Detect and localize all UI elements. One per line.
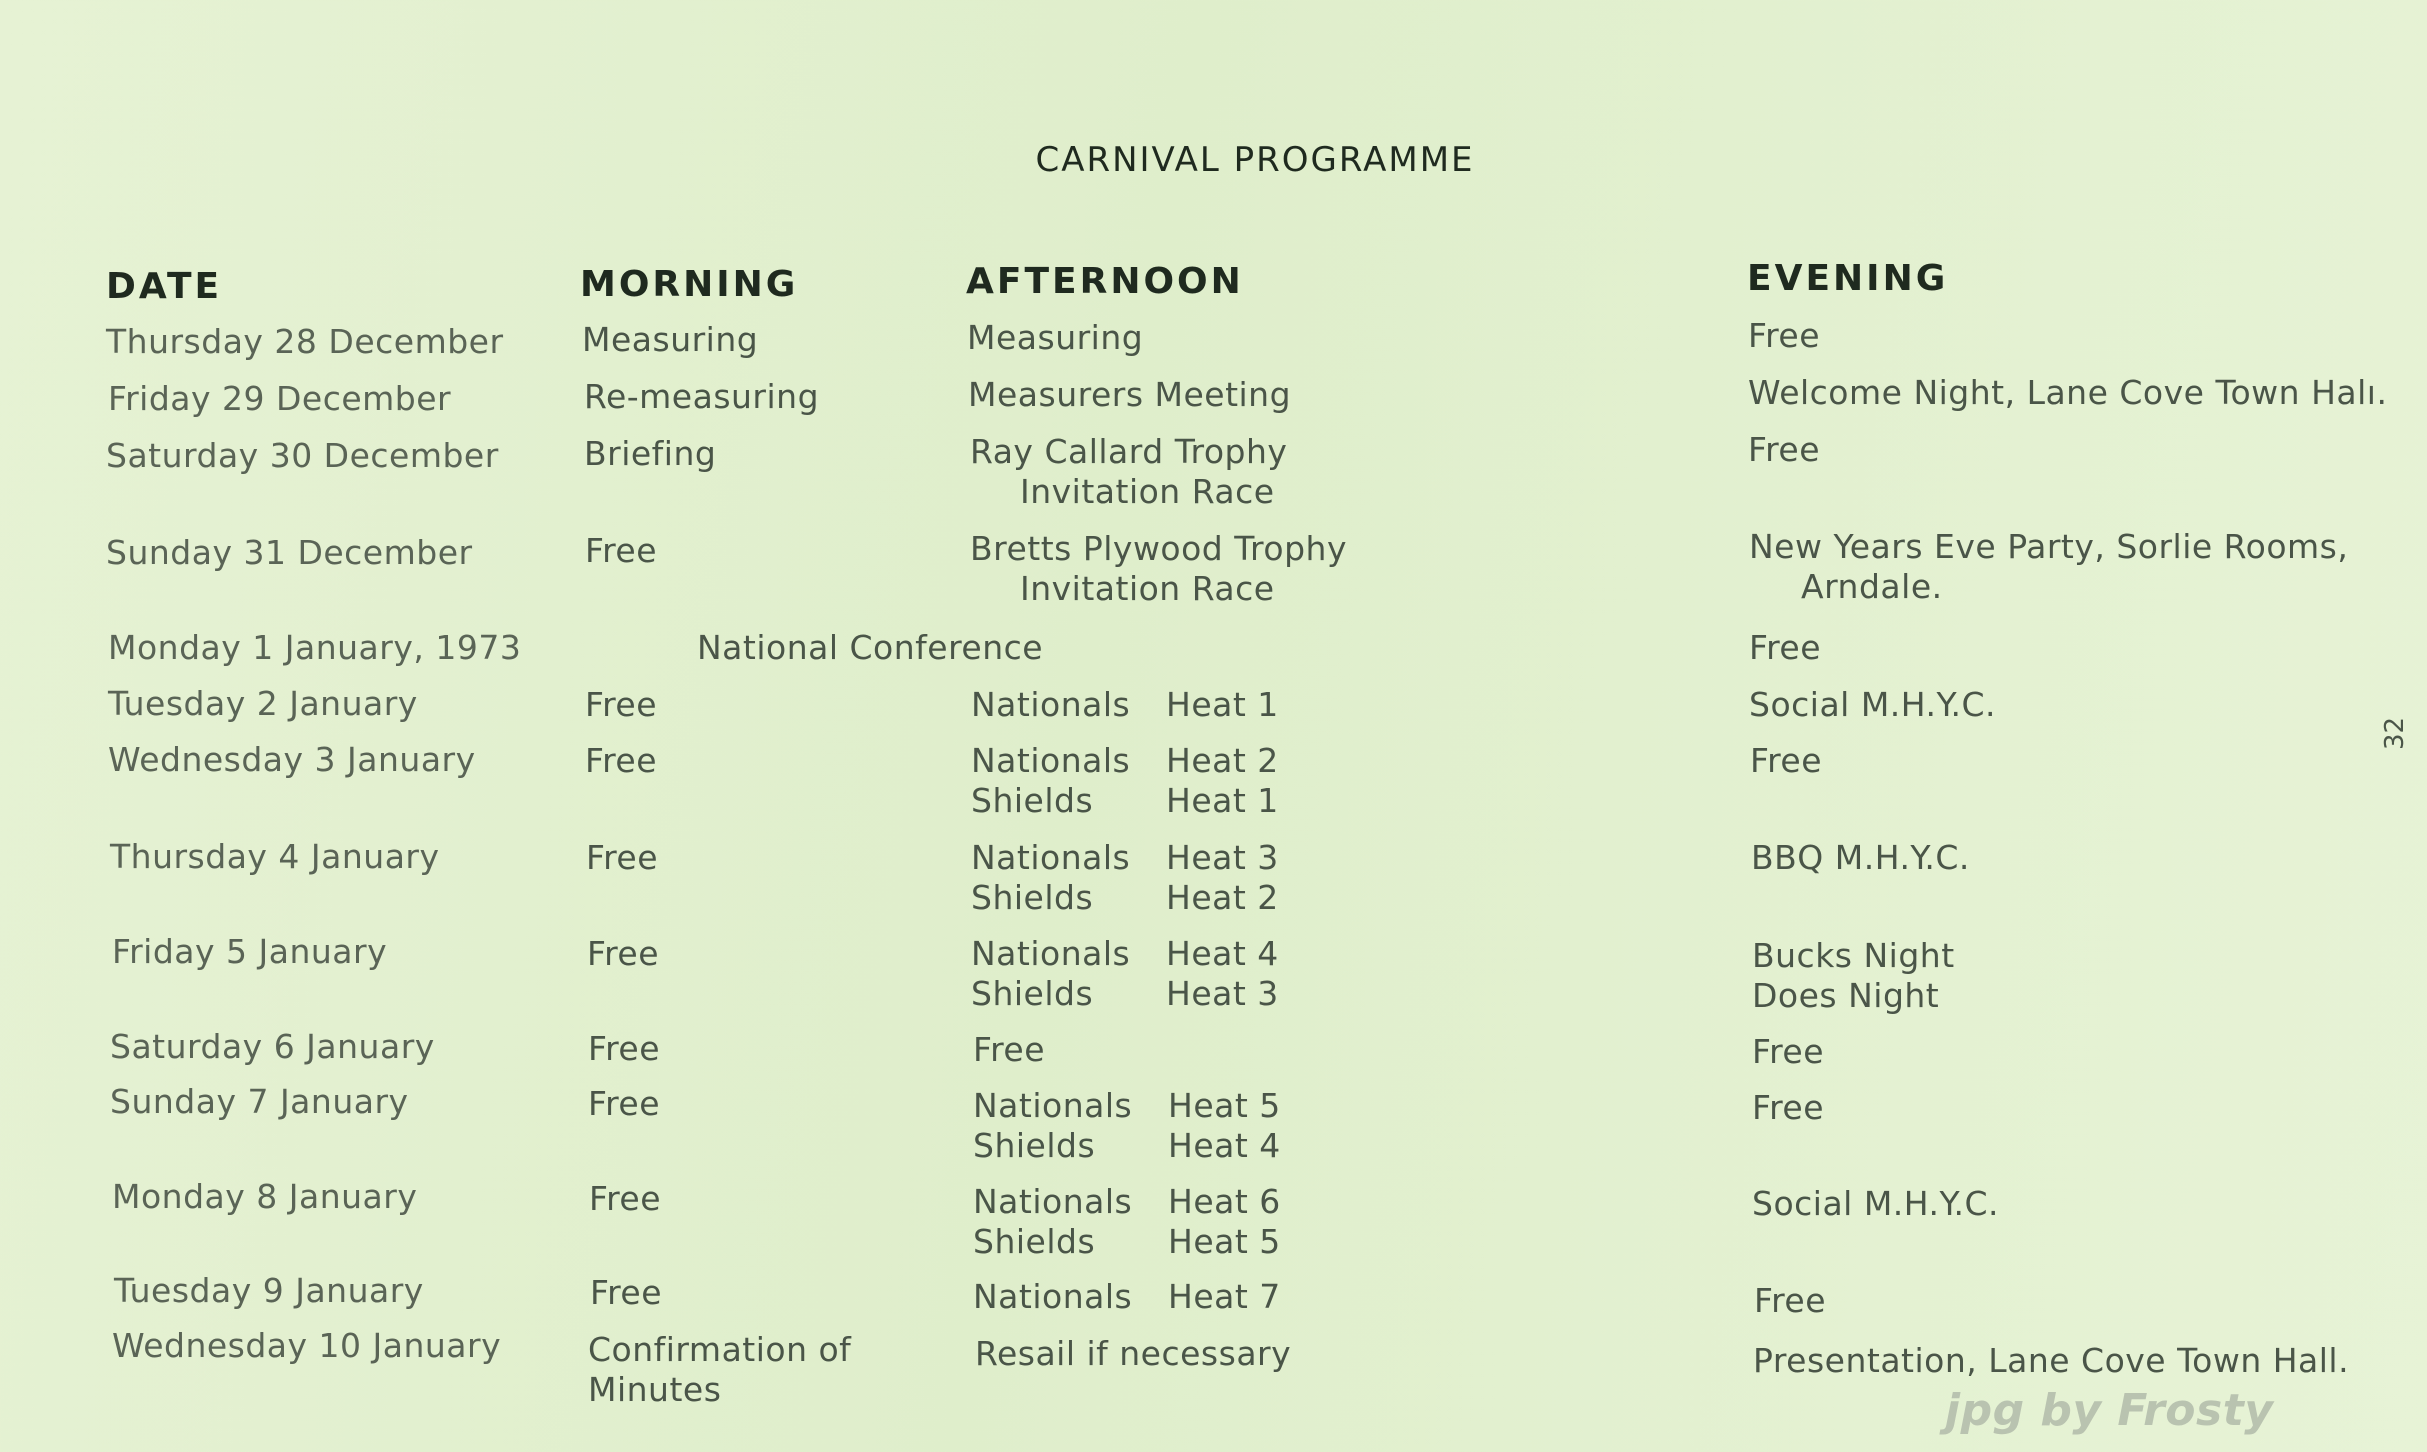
row-6-morning: Free	[585, 741, 658, 780]
row-4-date: Monday 1 January, 1973	[108, 628, 522, 667]
row-8-afternoon	[971, 934, 1279, 1014]
row-10-heat-line-1: Nationals Heat 5	[973, 1086, 1281, 1125]
row-11-heat-line-2: Shields Heat 5	[973, 1222, 1281, 1261]
header-morning: MORNING	[580, 264, 799, 305]
row-3-afternoon-line-1: Bretts Plywood Trophy	[970, 529, 1347, 568]
row-5-date: Tuesday 2 January	[108, 684, 418, 723]
row-3-afternoon	[970, 529, 1347, 609]
row-13-morning-line-2: Minutes	[588, 1370, 722, 1409]
row-1-date: Friday 29 December	[108, 379, 452, 418]
row-8-heat-line-1: Nationals Heat 4	[971, 934, 1279, 973]
row-10-morning: Free	[588, 1084, 661, 1123]
page-title: CARNIVAL PROGRAMME	[1035, 140, 1475, 180]
row-12-morning: Free	[590, 1273, 663, 1312]
row-11-afternoon	[973, 1182, 1281, 1262]
row-9-date: Saturday 6 January	[110, 1027, 435, 1066]
row-10-evening: Free	[1752, 1088, 1825, 1127]
row-4-conference: National Conference	[697, 628, 1044, 667]
row-8-heat-line-2: Shields Heat 3	[971, 974, 1279, 1013]
row-13-afternoon: Resail if necessary	[975, 1334, 1292, 1373]
row-0-morning: Measuring	[582, 320, 759, 359]
row-3-morning: Free	[585, 531, 658, 570]
row-10-afternoon	[973, 1086, 1281, 1166]
row-7-morning: Free	[586, 838, 659, 877]
row-10-date: Sunday 7 January	[110, 1082, 409, 1121]
row-2-evening: Free	[1748, 430, 1821, 469]
row-3-afternoon-line-2: Invitation Race	[1020, 569, 1275, 608]
row-5-afternoon	[971, 685, 1279, 725]
row-9-evening: Free	[1752, 1032, 1825, 1071]
row-4-evening: Free	[1749, 628, 1822, 667]
row-13-evening: Presentation, Lane Cove Town Hall.	[1753, 1341, 2350, 1380]
row-12-heat-line-1: Nationals Heat 7	[973, 1277, 1281, 1316]
page-number: 32	[2380, 716, 2410, 750]
header-afternoon: AFTERNOON	[966, 261, 1244, 302]
row-3-evening-line-2: Arndale.	[1801, 567, 1943, 606]
row-13-morning-line-1: Confirmation of	[588, 1330, 852, 1369]
row-6-heat-line-1: Nationals Heat 2	[971, 741, 1279, 780]
row-3-evening	[1749, 527, 2348, 607]
row-12-date: Tuesday 9 January	[114, 1271, 424, 1310]
row-0-evening: Free	[1748, 316, 1821, 355]
row-6-date: Wednesday 3 January	[108, 740, 476, 779]
row-1-afternoon: Measurers Meeting	[968, 375, 1292, 414]
row-3-date: Sunday 31 December	[106, 533, 473, 572]
row-2-afternoon	[970, 432, 1287, 512]
row-5-evening: Social M.H.Y.C.	[1749, 685, 1997, 724]
row-8-evening	[1752, 936, 1955, 1016]
row-12-evening: Free	[1754, 1281, 1827, 1320]
row-8-date: Friday 5 January	[112, 932, 388, 971]
row-11-evening: Social M.H.Y.C.	[1752, 1184, 2000, 1223]
row-6-heat-line-2: Shields Heat 1	[971, 781, 1279, 820]
row-12-afternoon	[973, 1277, 1281, 1317]
row-8-evening-line-2: Does Night	[1752, 976, 1940, 1015]
row-7-date: Thursday 4 January	[110, 837, 440, 876]
row-5-morning: Free	[585, 685, 658, 724]
row-1-morning: Re-measuring	[584, 377, 820, 416]
row-7-afternoon	[971, 838, 1279, 918]
row-9-morning: Free	[588, 1029, 661, 1068]
row-6-afternoon	[971, 741, 1279, 821]
row-9-afternoon: Free	[973, 1030, 1046, 1069]
row-6-evening: Free	[1750, 741, 1823, 780]
row-10-heat-line-2: Shields Heat 4	[973, 1126, 1281, 1165]
row-11-heat-line-1: Nationals Heat 6	[973, 1182, 1281, 1221]
row-7-heat-line-2: Shields Heat 2	[971, 878, 1279, 917]
header-evening: EVENING	[1747, 258, 1949, 299]
row-7-heat-line-1: Nationals Heat 3	[971, 838, 1279, 877]
row-2-afternoon-line-1: Ray Callard Trophy	[970, 432, 1288, 471]
row-11-date: Monday 8 January	[112, 1177, 418, 1216]
row-2-date: Saturday 30 December	[106, 436, 499, 475]
row-8-evening-line-1: Bucks Night	[1752, 936, 1955, 975]
row-13-morning	[588, 1330, 851, 1410]
row-11-morning: Free	[589, 1179, 662, 1218]
row-7-evening: BBQ M.H.Y.C.	[1751, 838, 1970, 877]
row-5-heat-line-1: Nationals Heat 1	[971, 685, 1279, 724]
row-3-evening-line-1: New Years Eve Party, Sorlie Rooms,	[1749, 527, 2349, 566]
row-1-evening: Welcome Night, Lane Cove Town Halı.	[1748, 373, 2388, 412]
header-date: DATE	[106, 266, 223, 307]
row-2-morning: Briefing	[584, 434, 717, 473]
watermark: jpg by Frosty	[1945, 1385, 2274, 1436]
row-8-morning: Free	[587, 934, 660, 973]
row-13-date: Wednesday 10 January	[112, 1326, 502, 1365]
row-0-date: Thursday 28 December	[106, 322, 504, 361]
row-2-afternoon-line-2: Invitation Race	[1020, 472, 1275, 511]
row-0-afternoon: Measuring	[967, 318, 1144, 357]
